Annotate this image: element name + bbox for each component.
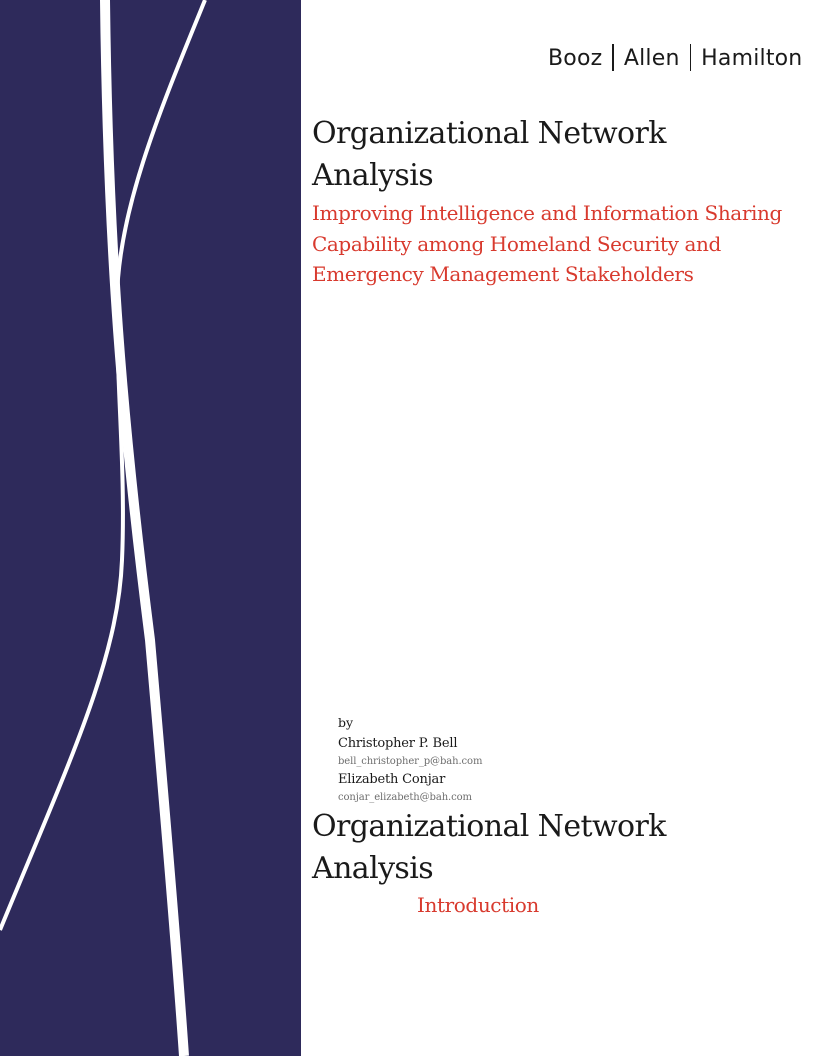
document-title: Organizational Network Analysis (312, 116, 666, 193)
byline-label: by (338, 715, 354, 730)
logo-separator (690, 44, 692, 71)
decorative-curves (0, 0, 301, 1056)
logo-word-hamilton: Hamilton (701, 46, 803, 71)
author-byline (338, 713, 482, 805)
author-name: Christopher P. Bell (338, 736, 458, 751)
document-subtitle: Improving Intelligence and Information Sharing Capability among Homeland Security and Emergency Management Stakeholders (312, 201, 782, 286)
logo-word-booz: Booz (548, 46, 603, 71)
author-email: conjar_elizabeth@bah.com (338, 792, 472, 803)
company-logo (548, 44, 802, 71)
author-name: Elizabeth Conjar (338, 772, 446, 787)
section-subtitle: Introduction (417, 893, 539, 917)
decorative-side-panel (0, 0, 301, 1056)
section-title: Organizational Network Analysis (312, 809, 666, 886)
logo-separator (612, 44, 614, 71)
logo-word-allen: Allen (623, 46, 680, 71)
decorative-line-curve (0, 0, 205, 930)
author-email: bell_christopher_p@bah.com (338, 756, 483, 767)
